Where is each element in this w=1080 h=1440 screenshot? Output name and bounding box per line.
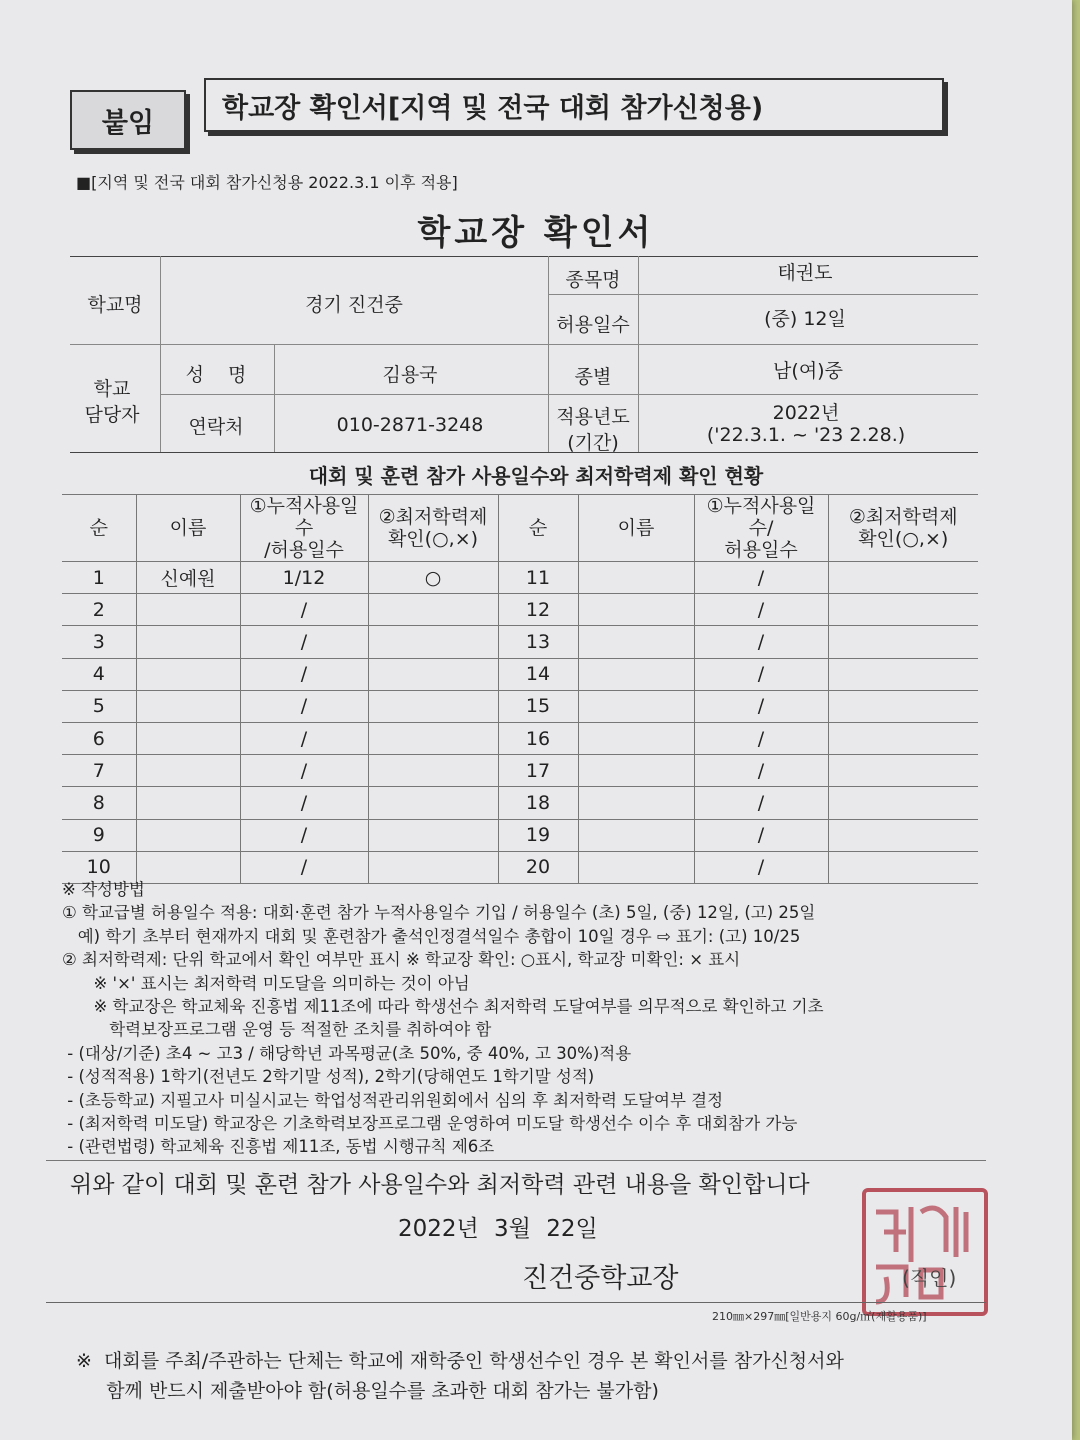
person-name-label: 성 명: [185, 364, 247, 386]
header-no: 순: [62, 495, 136, 562]
gender-label: 종별: [574, 366, 612, 388]
row-number-right: 17: [498, 755, 578, 787]
min-academic-check: [368, 819, 498, 851]
document-header-title: 학교장 확인서[지역 및 전국 대회 참가신청용): [204, 78, 944, 132]
athlete-name-right: [578, 690, 694, 722]
page-title: 학교장 확인서: [417, 213, 655, 253]
table-row: [62, 787, 978, 819]
row-number: 6: [62, 722, 136, 754]
manager-label: 학교: [93, 378, 131, 400]
used-days-right: /: [694, 755, 828, 787]
year-label: (기간): [567, 432, 619, 454]
seal-glyph: [866, 1192, 984, 1312]
footer-line: [46, 1302, 986, 1303]
header-name: 이름: [136, 495, 240, 562]
confirmation-statement: 위와 같이 대회 및 훈련 참가 사용일수와 최저학력 관련 내용을 확인합니다: [70, 1172, 810, 1198]
athlete-name: [136, 594, 240, 626]
info-table-top-line: [70, 256, 978, 257]
header-min-line: 확인(○,×): [858, 528, 949, 550]
used-days: /: [240, 722, 368, 754]
used-days-right: /: [694, 594, 828, 626]
instruction-line: 학력보장프로그램 운영 등 적절한 조치를 취하여야 함: [62, 1020, 492, 1040]
min-academic-check-right: [828, 722, 978, 754]
athlete-name: [136, 819, 240, 851]
athlete-name: 신예원: [136, 562, 240, 594]
header-days-line: 허용일수: [724, 539, 798, 561]
used-days: /: [240, 690, 368, 722]
min-academic-check: [368, 690, 498, 722]
usage-table: [62, 494, 978, 884]
info-table-divider: [548, 294, 978, 295]
school-name: 경기 진건중: [305, 294, 403, 316]
used-days-right: /: [694, 690, 828, 722]
athlete-name-right: [578, 562, 694, 594]
sport-value: 태권도: [777, 262, 833, 284]
row-number-right: 13: [498, 626, 578, 658]
athlete-name-right: [578, 819, 694, 851]
info-table-divider: [548, 256, 549, 452]
instruction-line: - (성적적용) 1학기(전년도 2학기말 성적), 2학기(당해연도 1학기말 성적): [62, 1067, 595, 1087]
row-number: 4: [62, 658, 136, 690]
min-academic-check-right: [828, 690, 978, 722]
table-row: [62, 819, 978, 851]
min-academic-check: [368, 722, 498, 754]
header-days-line: ①누적사용일수: [249, 495, 359, 539]
applicability-note: ■[지역 및 전국 대회 참가신청용 2022.3.1 이후 적용]: [76, 173, 458, 192]
header-name-right: 이름: [578, 495, 694, 562]
row-number: 8: [62, 787, 136, 819]
athlete-name-right: [578, 626, 694, 658]
writing-instructions: [62, 878, 1002, 1159]
athlete-name: [136, 722, 240, 754]
info-table-divider: [160, 256, 161, 452]
athlete-name-right: [578, 755, 694, 787]
athlete-name-right: [578, 658, 694, 690]
header-min-line: 확인(○,×): [387, 528, 479, 550]
attachment-label: 붙임: [70, 90, 186, 150]
header-days: [240, 495, 368, 562]
used-days: /: [240, 626, 368, 658]
min-academic-check: [368, 787, 498, 819]
row-number-right: 20: [498, 851, 578, 883]
instruction-line: ※ '×' 표시는 최저학력 미도달을 의미하는 것이 아님: [62, 973, 470, 993]
section-title: 대회 및 훈련 참가 사용일수와 최저학력제 확인 현황: [308, 464, 764, 488]
manager-label: 담당자: [84, 404, 140, 426]
contact-label: 연락처: [188, 416, 244, 438]
min-academic-check: [368, 626, 498, 658]
header-min-check: [368, 495, 498, 562]
table-row: [62, 594, 978, 626]
info-table-divider: [160, 394, 978, 395]
row-number: 3: [62, 626, 136, 658]
used-days: /: [240, 594, 368, 626]
min-academic-check: ○: [368, 562, 498, 594]
table-row: [62, 755, 978, 787]
school-name-label: 학교명: [87, 294, 143, 316]
instruction-line: - (대상/기준) 초4 ~ 고3 / 해당학년 과목평균(초 50%, 중 40%, 고 30%)적용: [62, 1043, 632, 1063]
row-number-right: 11: [498, 562, 578, 594]
athlete-name-right: [578, 722, 694, 754]
info-table-divider: [274, 344, 275, 452]
used-days: /: [240, 819, 368, 851]
table-row: [62, 658, 978, 690]
instruction-line: ※ 학교장은 학교체육 진흥법 제11조에 따라 학생선수 최저학력 도달여부를 의무적으로 확인하고 기초: [62, 997, 824, 1017]
athlete-name: [136, 787, 240, 819]
table-row: [62, 626, 978, 658]
min-academic-check-right: [828, 626, 978, 658]
table-row: [62, 722, 978, 754]
confirm-top-line: [46, 1160, 986, 1161]
year-label: 적용년도: [556, 406, 630, 428]
paper-size-note: 210㎜×297㎜[일반용지 60g/㎡(재활용품)]: [712, 1310, 927, 1323]
min-academic-check-right: [828, 819, 978, 851]
min-academic-check-right: [828, 594, 978, 626]
row-number-right: 15: [498, 690, 578, 722]
used-days-right: /: [694, 722, 828, 754]
row-number: 10: [62, 851, 136, 883]
instruction-line: - (초등학교) 지필고사 미실시교는 학업성적관리위원회에서 심의 후 최저학력 도달여부 결정: [62, 1090, 724, 1110]
person-name: 김용국: [382, 364, 438, 386]
row-number: 2: [62, 594, 136, 626]
used-days-right: /: [694, 626, 828, 658]
table-header-row: [62, 495, 978, 562]
min-academic-check: [368, 658, 498, 690]
header-min-line: ②최저학력제: [848, 506, 958, 528]
row-number: 7: [62, 755, 136, 787]
min-academic-check-right: [828, 755, 978, 787]
used-days-right: /: [694, 562, 828, 594]
used-days: /: [240, 787, 368, 819]
used-days-right: /: [694, 787, 828, 819]
submission-note-line: 함께 반드시 제출받아야 함(허용일수를 초과한 대회 참가는 불가함): [76, 1380, 659, 1402]
min-academic-check-right: [828, 787, 978, 819]
header-no-right: 순: [498, 495, 578, 562]
header-days-right: [694, 495, 828, 562]
used-days: /: [240, 658, 368, 690]
instruction-line: - (최저학력 미도달) 학교장은 기초학력보장프로그램 운영하여 미도달 학생선수 이수 후 대회참가 가능: [62, 1114, 798, 1134]
used-days: /: [240, 755, 368, 787]
table-row: [62, 562, 978, 594]
instruction-line: ① 학교급별 허용일수 적용: 대회·훈련 참가 누적사용일수 기입 / 허용일수 (초) 5일, (중) 12일, (고) 25일: [62, 903, 816, 923]
info-table-divider: [638, 256, 639, 452]
header-days-line: ①누적사용일수/: [706, 495, 816, 539]
year-value: 2022년: [772, 402, 840, 424]
header-min-line: ②최저학력제: [378, 506, 488, 528]
header-days-line: /허용일수: [264, 539, 344, 561]
min-academic-check-right: [828, 658, 978, 690]
row-number: 1: [62, 562, 136, 594]
allowed-days-label: 허용일수: [556, 314, 630, 336]
athlete-name: [136, 626, 240, 658]
min-academic-check: [368, 755, 498, 787]
period-value: ('22.3.1. ~ '23 2.28.): [706, 424, 906, 446]
gender-value: 남(여)중: [773, 360, 843, 382]
row-number: 9: [62, 819, 136, 851]
athlete-name-right: [578, 787, 694, 819]
table-row: [62, 690, 978, 722]
row-number-right: 19: [498, 819, 578, 851]
used-days-right: /: [694, 658, 828, 690]
row-number: 5: [62, 690, 136, 722]
used-days-right: /: [694, 819, 828, 851]
seal-label: (직인): [902, 1266, 957, 1290]
issue-date: 2022년 3월 22일: [398, 1216, 598, 1242]
contact-value: 010-2871-3248: [336, 414, 484, 436]
instruction-line: ※ 작성방법: [62, 880, 145, 899]
instruction-line: 예) 학기 초부터 현재까지 대회 및 훈련참가 출석인정결석일수 총합이 10일 경우 ⇨ 표기: (고) 10/25: [62, 926, 801, 946]
used-days: 1/12: [240, 562, 368, 594]
submission-note: [76, 1346, 844, 1406]
submission-note-line: ※ 대회를 주최/주관하는 단체는 학교에 재학중인 학생선수인 경우 본 확인서를 참가신청서와: [76, 1350, 844, 1372]
instruction-line: ② 최저학력제: 단위 학교에서 확인 여부만 표시 ※ 학교장 확인: ○표시, 학교장 미확인: × 표시: [62, 950, 741, 970]
athlete-name-right: [578, 594, 694, 626]
athlete-name: [136, 755, 240, 787]
sport-label: 종목명: [565, 269, 621, 291]
row-number-right: 14: [498, 658, 578, 690]
used-days-right: /: [694, 851, 828, 883]
allowed-days-value: (중) 12일: [764, 308, 846, 330]
row-number-right: 18: [498, 787, 578, 819]
min-academic-check-right: [828, 562, 978, 594]
used-days: /: [240, 851, 368, 883]
min-academic-check: [368, 594, 498, 626]
athlete-name: [136, 690, 240, 722]
row-number-right: 12: [498, 594, 578, 626]
principal-name: 진건중학교장: [522, 1263, 679, 1294]
instruction-line: - (관련법령) 학교체육 진흥법 제11조, 동법 시행규칙 제6조: [62, 1137, 495, 1157]
header-min-check-right: [828, 495, 978, 562]
info-table-bottom-line: [70, 452, 978, 453]
athlete-name: [136, 658, 240, 690]
row-number-right: 16: [498, 722, 578, 754]
info-table-divider: [70, 344, 978, 345]
official-seal-stamp: [862, 1188, 988, 1316]
